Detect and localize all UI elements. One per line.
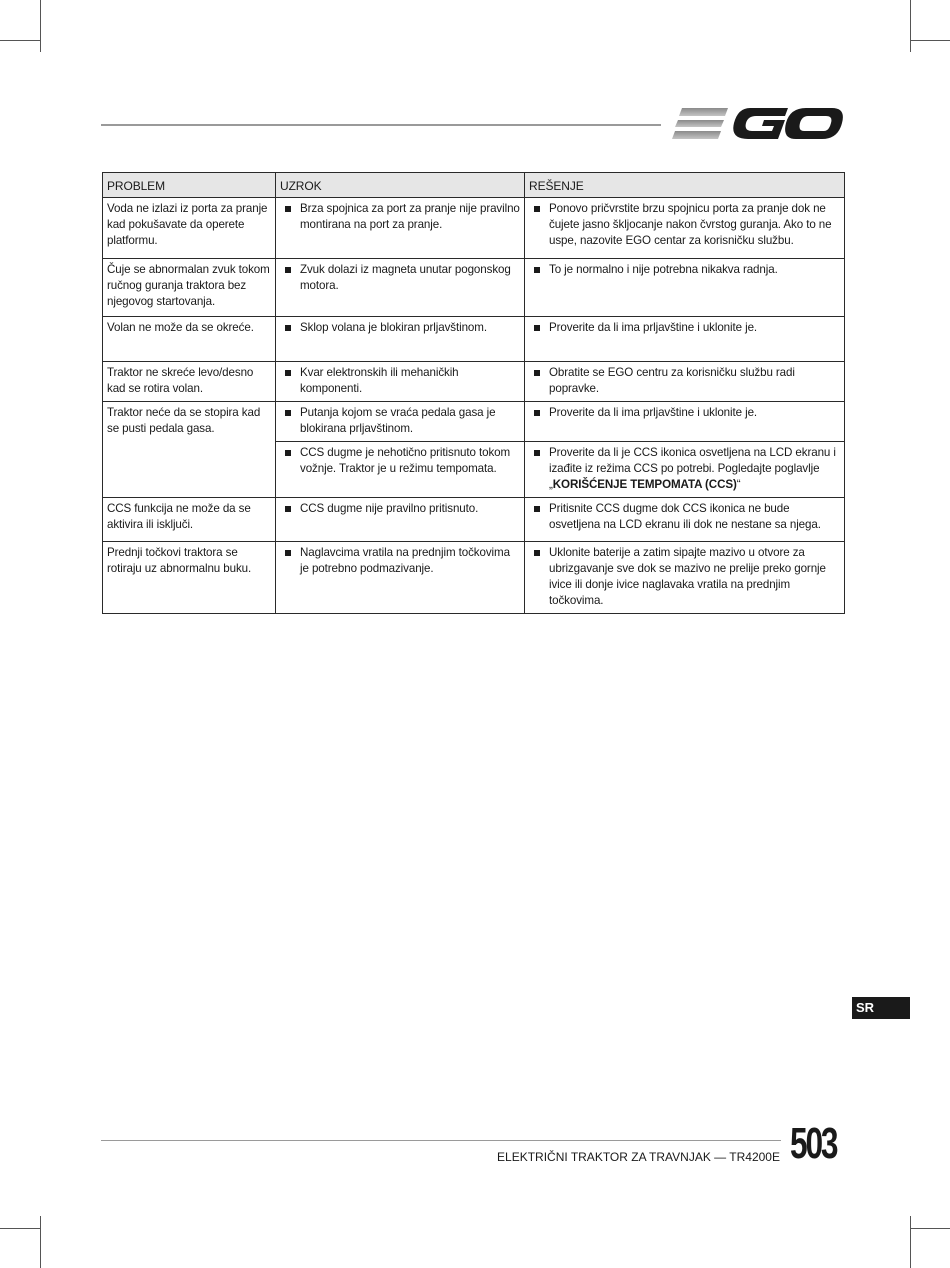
header-cause: UZROK: [276, 173, 525, 198]
bullet-icon: [534, 410, 540, 416]
bullet-icon: [534, 325, 540, 331]
problem-cell: Volan ne može da se okreće.: [103, 317, 276, 362]
cause-cell: Zvuk dolazi iz magneta unutar pogonskog motora.: [276, 259, 525, 317]
table-header-row: [103, 173, 845, 198]
footer-rule: [101, 1140, 781, 1141]
crop-mark: [40, 1216, 41, 1268]
cause-cell: Sklop volana je blokiran prljavštinom.: [276, 317, 525, 362]
language-tab: SR: [852, 997, 910, 1019]
page-number: 503: [790, 1119, 837, 1168]
problem-cell: Čuje se abnormalan zvuk tokom ručnog guranja traktora bez njegovog startovanja.: [103, 259, 276, 317]
solution-cell: To je normalno i nije potrebna nikakva radnja.: [525, 259, 845, 317]
footer-title: ELEKTRIČNI TRAKTOR ZA TRAVNJAK — TR4200E: [497, 1150, 780, 1164]
bullet-icon: [534, 206, 540, 212]
solution-cell: Uklonite baterije a zatim sipajte mazivo u otvore za ubrizgavanje sve dok se mazivo ne prelije preko gornje ivice ili donje ivice naglavaka vratila na prednjim točkovima.: [525, 542, 845, 614]
header-problem: PROBLEM: [103, 173, 276, 198]
solution-cell: Proverite da li ima prljavštine i uklonite je.: [525, 317, 845, 362]
bullet-icon: [534, 370, 540, 376]
cause-cell: Putanja kojom se vraća pedala gasa je blokirana prljavštinom.: [276, 402, 525, 442]
ego-logo: [672, 100, 844, 146]
crop-mark: [40, 0, 41, 52]
bullet-icon: [285, 267, 291, 273]
bullet-icon: [285, 370, 291, 376]
problem-cell: Voda ne izlazi iz porta za pranje kad pokušavate da operete platformu.: [103, 198, 276, 259]
table-row: [103, 198, 845, 259]
crop-mark: [910, 40, 950, 41]
table-row: [103, 402, 845, 442]
bullet-icon: [285, 206, 291, 212]
troubleshooting-table: [102, 172, 845, 614]
cause-cell: CCS dugme nije pravilno pritisnuto.: [276, 498, 525, 542]
bullet-icon: [534, 506, 540, 512]
cause-cell: Kvar elektronskih ili mehaničkih komponenti.: [276, 362, 525, 402]
cause-cell: Naglavcima vratila na prednjim točkovima je potrebno podmazivanje.: [276, 542, 525, 614]
problem-cell: Prednji točkovi traktora se rotiraju uz abnormalnu buku.: [103, 542, 276, 614]
table-row: [103, 542, 845, 614]
crop-mark: [0, 40, 40, 41]
bullet-icon: [534, 267, 540, 273]
problem-cell: Traktor ne skreće levo/desno kad se rotira volan.: [103, 362, 276, 402]
table-row: [103, 259, 845, 317]
table-row: [103, 317, 845, 362]
crop-mark: [0, 1228, 40, 1229]
crop-mark: [910, 1216, 911, 1268]
chapter-reference: KORIŠĆENJE TEMPOMATA (CCS): [552, 478, 737, 491]
header-rule: [101, 124, 661, 126]
bullet-icon: [285, 506, 291, 512]
problem-cell: CCS funkcija ne može da se aktivira ili isključi.: [103, 498, 276, 542]
solution-cell: Pritisnite CCS dugme dok CCS ikonica ne bude osvetljena na LCD ekranu ili dok ne nestane sa njega.: [525, 498, 845, 542]
bullet-icon: [534, 450, 540, 456]
header-solution: REŠENJE: [525, 173, 845, 198]
solution-cell: Proverite da li ima prljavštine i uklonite je.: [525, 402, 845, 442]
bullet-icon: [285, 410, 291, 416]
problem-cell: Traktor neće da se stopira kad se pusti pedala gasa.: [103, 402, 276, 498]
bullet-icon: [285, 450, 291, 456]
solution-cell: Ponovo pričvrstite brzu spojnicu porta za pranje dok ne čujete jasno škljocanje nakon čvrstog guranja. Ako to ne uspe, nazovite EGO centar za korisničku službu.: [525, 198, 845, 259]
bullet-icon: [285, 550, 291, 556]
cause-cell: CCS dugme je nehotično pritisnuto tokom vožnje. Traktor je u režimu tempomata.: [276, 442, 525, 498]
table-row: [103, 498, 845, 542]
bullet-icon: [534, 550, 540, 556]
table-row: [103, 362, 845, 402]
crop-mark: [910, 1228, 950, 1229]
cause-cell: Brza spojnica za port za pranje nije pravilno montirana na port za pranje.: [276, 198, 525, 259]
crop-mark: [910, 0, 911, 52]
solution-cell: Proverite da li je CCS ikonica osvetljena na LCD ekranu i izađite iz režima CCS po potrebi. Pogledajte poglavlje „KORIŠĆENJE TEMPOMATA (CCS)“: [525, 442, 845, 498]
bullet-icon: [285, 325, 291, 331]
solution-cell: Obratite se EGO centru za korisničku službu radi popravke.: [525, 362, 845, 402]
